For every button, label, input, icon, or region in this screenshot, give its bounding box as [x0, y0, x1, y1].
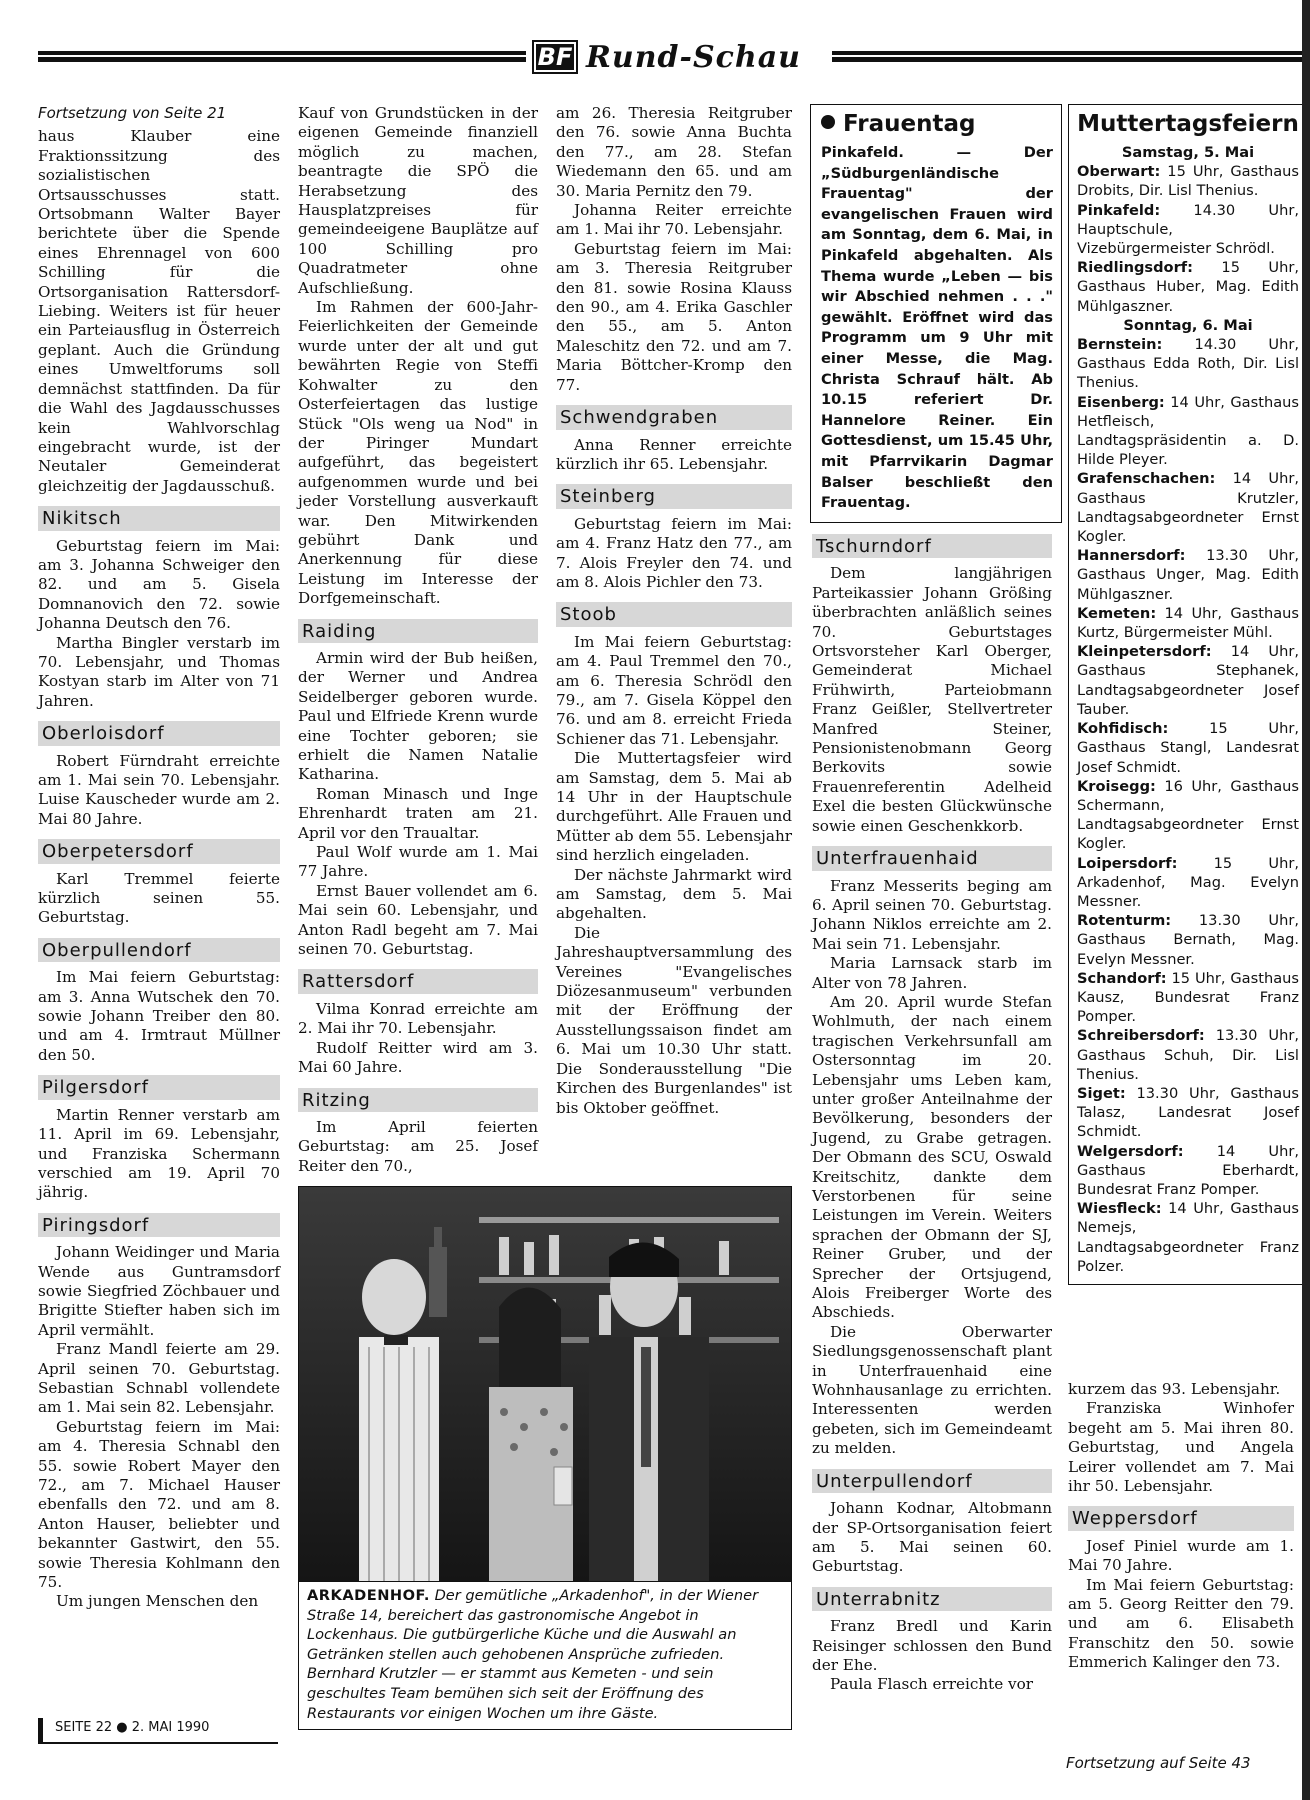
event-entry: Welgersdorf: 14 Uhr, Gasthaus Eberhardt, Bundesrat Franz Pomper. — [1077, 1142, 1300, 1198]
section-heading: Unterpullendorf — [812, 1469, 1052, 1493]
event-entry: Riedlingsdorf: 15 Uhr, Gasthaus Huber, Mag. Edith Mühlgaszner. — [1077, 259, 1300, 315]
paragraph: Im Mai feiern Geburtstag: am 4. Paul Tremmel den 70., am 6. Theresia Schrödl den 79., am 7. Gisela Köppel den 76. und am 8. erreicht Frieda Schiener das 71. Lebensjahr. — [556, 632, 792, 748]
section-heading: Piringsdorf — [38, 1213, 280, 1237]
paragraph: Johann Kodnar, Altobmann der SP-Ortsorganisation feiert am 5. Mai seinen 60. Geburtstag. — [812, 1499, 1052, 1576]
muttertag-box — [1068, 104, 1304, 1285]
column-5 — [1068, 1380, 1294, 1673]
paragraph: Martin Renner verstarb am 11. April im 69. Lebensjahr, und Franziska Schermann verschied am 19. April 70 jährig. — [38, 1105, 280, 1202]
paragraph: Im Mai feiern Geburtstag: am 5. Georg Reitter den 79. und am 6. Elisabeth Franschitz den 50. sowie Emmerich Kalinger den 73. — [1068, 1575, 1294, 1672]
event-entry: Schandorf: 15 Uhr, Gasthaus Kausz, Bundesrat Franz Pomper. — [1077, 969, 1299, 1026]
section-heading: Unterrabnitz — [812, 1587, 1052, 1611]
paragraph: Ernst Bauer vollendet am 6. Mai sein 60. Lebensjahr, und Anton Radl begeht am 7. Mai seinen 70. Geburtstag. — [298, 881, 538, 959]
event-entry: Kleinpetersdorf: 14 Uhr, Gasthaus Stephanek, Landtagsabgeordneter Josef Tauber. — [1077, 643, 1300, 718]
paragraph: haus Klauber eine Fraktionssitzung des sozialistischen Ortsausschusses statt. Ortsobmann Walter Bayer berichtete über die Spende eines Ehrennagel von 600 Schilling für die Ortsorganisation Rattersdorf-Liebing. Weiters ist für heuer ein Parteiausflug in Österreich geplant. Auch die Gründung eines Umweltforums soll demnächst stattfinden. Da für die Wahl des Jagdausschusses kein Wahlvorschlag eingebracht wurde, ist der Neutaler Gemeinderat gleichzeitig der Jagdausschuß. — [38, 127, 280, 495]
paragraph: Maria Larnsack starb im Alter von 78 Jahren. — [812, 954, 1052, 992]
paragraph: Franz Mandl feierte am 29. April seinen 70. Geburtstag. Sebastian Schnabl vollendete am 1. Mai sein 82. Lebensjahr. — [38, 1340, 280, 1417]
paragraph: Anna Renner erreichte kürzlich ihr 65. Lebensjahr. — [556, 435, 792, 473]
section-heading: Unterfrauenhaid — [812, 846, 1052, 870]
event-entry: Pinkafeld: 14.30 Uhr, Hauptschule, Vizebürgermeister Schrödl. — [1077, 201, 1299, 258]
bullet-icon — [821, 115, 835, 129]
masthead-rule-right — [832, 51, 1302, 62]
paragraph: Am 20. April wurde Stefan Wohlmuth, der nach einem tragischen Verkehrsunfall am Ostersonntag im 20. Lebensjahr ums Leben kam, unter großer Anteilnahme der Bevölkerung, besonders der Jugend, zu Grabe getragen. Der Obmann des SCU, Oswald Kreitschitz, dankte dem Verstorbenen für seine Leistungen im Verein. Weiters sprachen der Obmann der SJ, Reiner Gruber, und der Sprecher der Ortsjugend, Alois Freiberger Worte des Abschieds. — [812, 992, 1052, 1322]
column-1 — [38, 104, 280, 1612]
paragraph: Im April feierten Geburtstag: am 25. Josef Reiter den 70., — [298, 1117, 538, 1175]
section-heading: Pilgersdorf — [38, 1075, 280, 1099]
paragraph: Paula Flasch erreichte vor — [830, 1675, 1034, 1694]
paragraph: Geburtstag feiern im Mai: am 3. Theresia Reitgruber den 81. sowie Rosina Klauss den 90., am 4. Erika Gaschler den 55., am 5. Anton Maleschitz den 72. und am 7. Maria Böttcher-Kromp den 77. — [556, 239, 792, 394]
section-heading: Ritzing — [298, 1088, 538, 1112]
column-2 — [298, 104, 538, 1176]
event-entry: Hannersdorf: 13.30 Uhr, Gasthaus Unger, Mag. Edith Mühlgaszner. — [1077, 547, 1299, 603]
section-heading: Schwendgraben — [556, 405, 792, 429]
frauentag-title — [821, 111, 1053, 137]
caption-lead: ARKADENHOF. — [307, 1587, 430, 1604]
event-entry: Schreibersdorf: 13.30 Uhr, Gasthaus Schuh, Dir. Lisl Thenius. — [1077, 1027, 1299, 1083]
frauentag-box — [810, 104, 1062, 523]
column-3 — [556, 104, 792, 1118]
paragraph: Roman Minasch und Inge Ehrenhardt traten am 21. April vor den Traualtar. — [298, 784, 538, 842]
caption-text: Der gemütliche „Arkadenhof", in der Wiener Straße 14, bereichert das gastronomische Angebot in Lockenhaus. Die gutbürgerliche Küche und die Auswahl an Getränken stellen auch gehobenen Ansprüche zufrieden. Bernhard Krutzler — er stammt aus Kemeten - und sein geschultes Team bemühen sich seit der Eröffnung des Restaurants vor einigen Wochen um ihre Gäste. — [307, 1587, 759, 1722]
masthead-title: Rund-Schau — [586, 39, 801, 75]
event-entry: Kroisegg: 16 Uhr, Gasthaus Schermann, Landtagsabgeordneter Ernst Kogler. — [1077, 777, 1300, 853]
date-heading: Samstag, 5. Mai — [1121, 144, 1255, 161]
event-entry: Grafenschachen: 14 Uhr, Gasthaus Krutzler, Landtagsabgeordneter Ernst Kogler. — [1077, 470, 1300, 546]
event-entry: Eisenberg: 14 Uhr, Gasthaus Hetfleisch, Landtagspräsidentin a. D. Hilde Pleyer. — [1077, 393, 1299, 469]
paragraph: Robert Fürndraht erreichte am 1. Mai sein 70. Lebensjahr. Luise Kauscheder wurde am 2. Mai 80 Jahre. — [38, 751, 280, 828]
frauentag-body: Pinkafeld. — Der „Südburgenländische Frauentag" der evangelischen Frauen wird am Sonntag, dem 6. Mai, in Pinkafeld abgehalten. Als Thema wurde „Leben — bis wir Abschied nehmen . . ." gewählt. Eröffnet wird das Programm um 9 Uhr mit einer Messe, die Mag. Christa Schrauf hält. Ab 10.15 referiert Dr. Hannelore Reiner. Ein Gottesdienst, um 15.45 Uhr, mit Pfarrvikarin Dagmar Balser beschließt den Frauentag. — [821, 144, 1053, 512]
event-entry: Loipersdorf: 15 Uhr, Arkadenhof, Mag. Evelyn Messner. — [1077, 854, 1299, 910]
paragraph: Um jungen Menschen den — [56, 1592, 259, 1611]
paragraph: Martha Bingler verstarb im 70. Lebensjahr, und Thomas Kostyan starb im Alter von 71 Jahren. — [38, 633, 280, 710]
event-entry: Oberwart: 15 Uhr, Gasthaus Drobits, Dir. Lisl Thenius. — [1077, 163, 1299, 200]
paragraph: Kauf von Grundstücken in der eigenen Gemeinde finanziell möglich zu machen, beantragte die SPÖ die Herabsetzung des Hausplatzpreises für gemeindeeigene Bauplätze auf 100 Schilling pro Quadratmeter ohne Aufschließung. — [298, 104, 538, 297]
paragraph: Armin wird der Bub heißen, der Werner und Andrea Seidelberger geboren wurde. Paul und Elfriede Krenn wurde eine Tochter geboren; sie erhielt die Namen Natalie Katharina. — [298, 648, 538, 784]
paragraph: Im Rahmen der 600-Jahr-Feierlichkeiten der Gemeinde wurde unter der alt und gut bewährten Regie von Steffi Kohwalter zu den Osterfeiertagen das lustige Stück "Ols weng ua Nod" in der Piringer Mundart aufgeführt, das begeistert aufgenommen wurde und bei jeder Vorstellung ausverkauft war. Den Mitwirkenden gebührt Dank und Anerkennung für diese Leistung im Interesse der Dorfgemeinschaft. — [298, 298, 538, 608]
paragraph: Josef Piniel wurde am 1. Mai 70 Jahre. — [1068, 1536, 1294, 1575]
muttertag-body — [1077, 143, 1299, 1276]
section-heading: Weppersdorf — [1068, 1506, 1294, 1530]
masthead-logo: BF — [532, 40, 578, 74]
page-footer: SEITE 22 ● 2. MAI 1990 — [38, 1718, 278, 1744]
event-entry: Siget: 13.30 Uhr, Gasthaus Talasz, Landesrat Josef Schmidt. — [1077, 1084, 1300, 1141]
paragraph: Karl Tremmel feierte kürzlich seinen 55. Geburtstag. — [38, 869, 280, 927]
event-entry: Bernstein: 14.30 Uhr, Gasthaus Edda Roth, Dir. Lisl Thenius. — [1077, 336, 1299, 392]
column-4 — [812, 534, 1052, 1695]
section-heading: Rattersdorf — [298, 969, 538, 993]
paragraph: Franz Messerits beging am 6. April seinen 70. Geburtstag. Johann Niklos erreichte am 2. Mai sein 71. Lebensjahr. — [812, 876, 1052, 953]
continued-next: Fortsetzung auf Seite 43 — [1066, 1754, 1251, 1772]
paragraph: Johann Weidinger und Maria Wende aus Guntramsdorf sowie Siegfried Zöchbauer und Brigitte Stiefter haben sich im April vermählt. — [38, 1243, 280, 1339]
section-heading: Steinberg — [556, 484, 792, 508]
paragraph: Vilma Konrad erreichte am 2. Mai ihr 70. Lebensjahr. — [298, 999, 538, 1038]
section-heading: Tschurndorf — [812, 534, 1052, 558]
section-heading: Oberloisdorf — [38, 721, 280, 745]
photo-caption — [298, 1582, 792, 1730]
paragraph: Die Oberwarter Siedlungsgenossenschaft plant in Unterfrauenhaid eine Wohnhausanlage zu errichten. Interessenten werden gebeten, sich im Gemeindeamt zu melden. — [812, 1322, 1052, 1458]
paragraph: Geburtstag feiern im Mai: am 4. Theresia Schnabl den 55. sowie Robert Mayer den 72., am 7. Michael Hauser ebenfalls den 72. und am 8. Anton Hauser, beliebter und bekannter Gastwirt, den 55. sowie Theresia Kohlmann den 75. — [38, 1417, 280, 1592]
paragraph: am 26. Theresia Reitgruber den 76. sowie Anna Buchta den 77., am 28. Stefan Wiedemann den 65. und am 30. Maria Pernitz den 79. — [556, 104, 792, 200]
paragraph: Paul Wolf wurde am 1. Mai 77 Jahre. — [298, 843, 538, 881]
continued-from: Fortsetzung von Seite 21 — [38, 104, 227, 122]
paragraph: Die Muttertagsfeier wird am Samstag, dem 5. Mai ab 14 Uhr in der Hauptschule durchgeführt. Alle Frauen und Mütter ab dem 55. Lebensjahr sind herzlich eingeladen. — [556, 749, 792, 865]
paragraph: Geburtstag feiern im Mai: am 3. Johanna Schweiger den 82. und am 5. Gisela Domnanovich den 72. sowie Johanna Deutsch den 76. — [38, 536, 280, 633]
paragraph: Johanna Reiter erreichte am 1. Mai ihr 70. Lebensjahr. — [556, 201, 792, 239]
event-entry: Kemeten: 14 Uhr, Gasthaus Kurtz, Bürgermeister Mühl. — [1077, 604, 1299, 642]
paragraph: Im Mai feiern Geburtstag: am 3. Anna Wutschek den 70. sowie Johann Treiber den 80. und am 4. Irmtraut Müllner den 50. — [38, 968, 280, 1064]
page-edge — [1302, 0, 1310, 1800]
paragraph: Dem langjährigen Parteikassier Johann Größing überbrachten anläßlich seines 70. Geburtstages Ortsvorsteher Karl Oberger, Gemeinderat Michael Frühwirth, Parteiobmann Franz Geißler, Stellvertreter Manfred Steiner, Pensionistenobmann Georg Berkovits sowie Frauenreferentin Adelheid Exel die besten Glückwünsche sowie einen Geschenkkorb. — [812, 564, 1052, 835]
paragraph: Franziska Winhofer begeht am 5. Mai ihren 80. Geburtstag, und Angela Leirer vollendet am 7. Mai ihr 50. Lebensjahr. — [1068, 1399, 1294, 1496]
section-heading: Nikitsch — [38, 506, 280, 530]
section-heading: Stoob — [556, 602, 792, 626]
paragraph: Franz Bredl und Karin Reisinger schlossen den Bund der Ehe. — [812, 1617, 1052, 1674]
date-heading: Sonntag, 6. Mai — [1123, 316, 1253, 334]
masthead-rule-left — [38, 51, 526, 62]
paragraph: Die Jahreshauptversammlung des Vereines "Evangelisches Diözesanmuseum" verbunden mit der Eröffnung der Ausstellungssaison findet am 6. Mai um 10.30 Uhr statt. Die Sonderausstellung "Die Kirchen des Burgenlandes" ist bis Oktober geöffnet. — [556, 923, 792, 1117]
event-entry: Wiesfleck: 14 Uhr, Gasthaus Nemejs, Landtagsabgeordneter Franz Polzer. — [1077, 1200, 1299, 1275]
arkadenhof-photo — [298, 1186, 792, 1582]
frauentag-title-text: Frauentag — [843, 111, 976, 137]
muttertag-title: Muttertagsfeiern — [1077, 111, 1299, 137]
section-heading: Oberpullendorf — [38, 938, 280, 962]
photo-illustration — [299, 1187, 791, 1581]
paragraph: Der nächste Jahrmarkt wird am Samstag, dem 5. Mai abgehalten. — [556, 865, 792, 923]
paragraph: kurzem das 93. Lebensjahr. — [1068, 1380, 1281, 1398]
section-heading: Oberpetersdorf — [38, 839, 280, 863]
paragraph: Rudolf Reitter wird am 3. Mai 60 Jahre. — [298, 1038, 538, 1077]
section-heading: Raiding — [298, 619, 538, 643]
masthead — [532, 40, 822, 74]
paragraph: Geburtstag feiern im Mai: am 4. Franz Hatz den 77., am 7. Alois Freyler den 74. und am 8. Alois Pichler den 73. — [556, 514, 792, 591]
event-entry: Rotenturm: 13.30 Uhr, Gasthaus Bernath, Mag. Evelyn Messner. — [1077, 912, 1299, 968]
event-entry: Kohfidisch: 15 Uhr, Gasthaus Stangl, Landesrat Josef Schmidt. — [1077, 720, 1299, 776]
